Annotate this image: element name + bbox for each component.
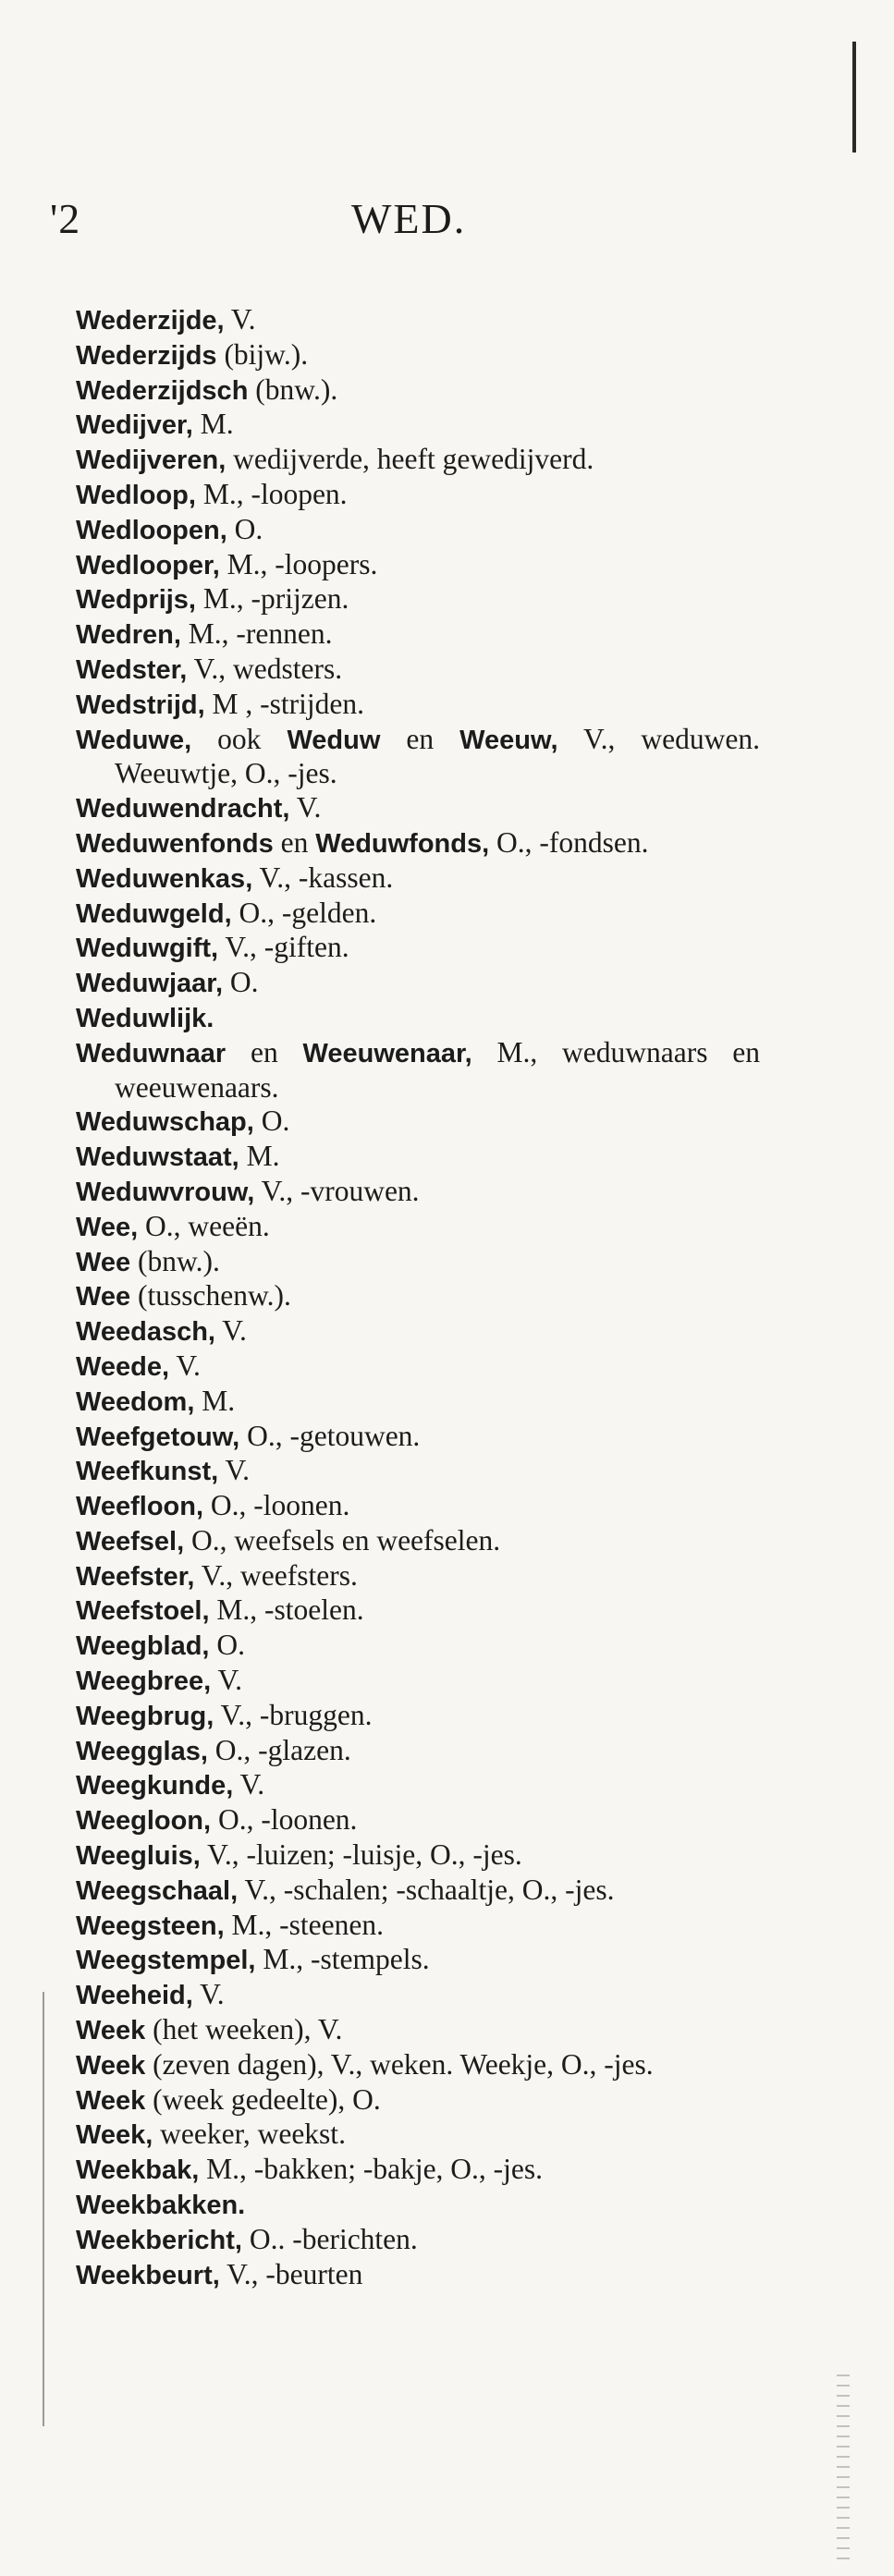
entry-definition: M., -rennen. — [180, 617, 333, 651]
entry-definition: M., -loopers. — [219, 547, 378, 580]
entry-definition: O., -glazen. — [207, 1733, 351, 1766]
entry-definition: (tusschenw.). — [130, 1279, 291, 1312]
dictionary-entry — [76, 1454, 760, 1489]
scan-speckle — [837, 2366, 850, 2560]
entry-definition: V., weefsters. — [194, 1558, 358, 1592]
entry-definition: en — [380, 722, 460, 755]
dictionary-entry — [76, 1001, 760, 1036]
entry-headword: Weeuwenaar, — [302, 1038, 472, 1068]
entry-definition: V. — [192, 1978, 225, 2011]
entry-headword: Wedstrijd, — [76, 690, 205, 720]
entry-definition: weeker, weekst. — [153, 2118, 346, 2151]
entry-definition: V. — [218, 1454, 251, 1487]
entry-headword: Week — [76, 2016, 146, 2046]
dictionary-entry — [76, 723, 760, 792]
dictionary-entry — [76, 1385, 760, 1420]
dictionary-entry — [76, 1768, 760, 1803]
entry-definition: O., -loonen. — [203, 1489, 350, 1522]
entry-definition: M , -strijden. — [204, 687, 365, 720]
entry-definition: M. — [194, 1384, 236, 1417]
entry-definition: M., -loopen. — [195, 477, 348, 510]
entry-definition: V., weduwen. Weeuwtje, O., -jes. — [115, 722, 761, 790]
entry-headword: Wedloopen, — [76, 515, 227, 545]
entry-definition: V., -luizen; -luisje, O., -jes. — [200, 1838, 522, 1872]
entry-headword: Weefloon, — [76, 1492, 204, 1522]
entry-headword: Weduwvrouw, — [76, 1177, 255, 1207]
entry-headword: Weduwe, — [76, 725, 192, 755]
dictionary-entry — [76, 2223, 760, 2258]
dictionary-entry — [76, 791, 760, 826]
dictionary-entry — [76, 1036, 760, 1105]
dictionary-entry — [76, 2048, 760, 2083]
dictionary-entry — [76, 1803, 760, 1838]
entry-definition: V. — [289, 791, 322, 824]
entry-headword: Weduwschap, — [76, 1107, 254, 1138]
dictionary-entry — [76, 1140, 760, 1175]
entry-definition: V., -schalen; -schaaltje, O., -jes. — [238, 1873, 615, 1906]
entry-headword: Wedijveren, — [76, 446, 227, 476]
dictionary-entry — [76, 1664, 760, 1699]
entry-headword: Week — [76, 2050, 146, 2081]
entry-headword: Weefster, — [76, 1561, 195, 1592]
dictionary-entry — [76, 966, 760, 1001]
entry-headword: Weefgetouw, — [76, 1422, 240, 1452]
dictionary-entry — [76, 1978, 760, 2013]
entry-headword: Weegbree, — [76, 1666, 212, 1697]
dictionary-entry — [76, 1489, 760, 1524]
entry-headword: Weefstoel, — [76, 1596, 210, 1627]
entry-definition: M. — [192, 408, 234, 441]
entry-definition: O., -getouwen. — [239, 1419, 421, 1452]
dictionary-entry — [76, 1734, 760, 1769]
dictionary-entry — [76, 1420, 760, 1455]
entry-definition: V. — [169, 1349, 201, 1382]
entry-headword: Wedren, — [76, 620, 181, 651]
entry-headword: Weegblad, — [76, 1631, 210, 1662]
entry-definition: V., -beurten — [219, 2257, 363, 2290]
entry-definition: M., -steenen. — [224, 1908, 384, 1941]
dictionary-entry — [76, 617, 760, 653]
entry-definition: V. — [224, 303, 256, 336]
entry-definition: ook — [191, 722, 288, 755]
entry-headword: Weegluis, — [76, 1841, 201, 1872]
dictionary-entry — [76, 443, 760, 478]
entry-definition: M. — [239, 1140, 280, 1173]
entry-definition: O., -gelden. — [231, 896, 377, 929]
entry-definition: V. — [233, 1768, 265, 1801]
entry-definition: (week gedeelte), O. — [145, 2082, 381, 2116]
entry-definition: V. — [211, 1664, 243, 1697]
entry-headword: Weduwnaar — [76, 1038, 227, 1068]
page-header — [0, 194, 894, 259]
dictionary-entry — [76, 582, 760, 617]
entry-headword: Weduwstaat, — [76, 1142, 239, 1173]
entry-headword: Weeheid, — [76, 1981, 193, 2011]
entry-headword: Wedster, — [76, 654, 188, 685]
page-number: '2 — [50, 195, 81, 242]
entry-headword: Weduwendracht, — [76, 794, 290, 824]
entry-headword: Wederzijde, — [76, 306, 225, 336]
dictionary-entry — [76, 1175, 760, 1210]
dictionary-entry — [76, 1210, 760, 1245]
entry-headword: Weduwgeld, — [76, 898, 232, 929]
entry-headword: Weekbeurt, — [76, 2260, 220, 2290]
entry-definition: O. — [253, 1105, 290, 1138]
dictionary-entry — [76, 931, 760, 966]
entry-definition: en — [273, 825, 316, 859]
entry-headword: Weduwgift, — [76, 934, 219, 964]
dictionary-entry — [76, 513, 760, 548]
entry-headword: Weede, — [76, 1351, 170, 1382]
entry-headword: Wedijver, — [76, 410, 193, 441]
entry-definition: (zeven dagen), V., weken. Weekje, O., -jes. — [145, 2047, 654, 2081]
entry-headword: Weefkunst, — [76, 1457, 219, 1487]
dictionary-entry — [76, 2153, 760, 2188]
margin-rule — [852, 42, 856, 153]
entry-definition: O., weefsels en weefselen. — [184, 1523, 501, 1557]
dictionary-entry — [76, 1314, 760, 1349]
entry-headword: Weedom, — [76, 1386, 195, 1417]
entry-headword: Weefsel, — [76, 1526, 185, 1557]
entry-definition: M., -bakken; -bakje, O., -jes. — [199, 2153, 544, 2186]
entry-headword: Weekbericht, — [76, 2225, 242, 2255]
entry-headword: Wedloop, — [76, 480, 196, 510]
entry-definition: wedijverde, heeft gewedijverd. — [226, 443, 594, 476]
dictionary-entry — [76, 653, 760, 688]
entry-headword: Weduwlijk. — [76, 1003, 214, 1033]
entry-definition: V., -kassen. — [252, 861, 394, 894]
entry-definition: V. — [214, 1314, 247, 1348]
entry-definition: O.. -berichten. — [241, 2222, 418, 2255]
entry-headword: Weekbakken. — [76, 2191, 246, 2221]
margin-mark — [43, 1992, 44, 2426]
entry-definition: V., wedsters. — [187, 652, 343, 685]
dictionary-entry — [76, 1909, 760, 1944]
entry-definition: V., -giften. — [218, 931, 349, 964]
entry-definition: O. — [223, 966, 259, 999]
dictionary-entry — [76, 338, 760, 373]
entry-definition: M., weduwnaars en weeuwenaars. — [115, 1035, 760, 1104]
entry-definition: V., -vrouwen. — [254, 1174, 420, 1207]
dictionary-entry — [76, 1699, 760, 1734]
entry-definition: O., -loonen. — [211, 1803, 358, 1837]
dictionary-entry — [76, 861, 760, 897]
dictionary-entry — [76, 2013, 760, 2048]
entry-headword: Weekbak, — [76, 2155, 200, 2186]
dictionary-entries — [76, 303, 760, 2292]
entry-headword: Week, — [76, 2120, 153, 2151]
dictionary-entry — [76, 1349, 760, 1385]
entry-definition: en — [226, 1035, 303, 1068]
entry-headword: Weegkunde, — [76, 1771, 234, 1801]
entry-headword: Wee, — [76, 1212, 139, 1242]
entry-definition: O., weeën. — [138, 1209, 270, 1242]
entry-headword: Weegloon, — [76, 1806, 212, 1837]
dictionary-entry — [76, 1559, 760, 1594]
entry-definition: (bnw.). — [130, 1244, 220, 1277]
entry-definition: V., -bruggen. — [214, 1698, 373, 1731]
entry-headword: Weduwenfonds — [76, 828, 274, 859]
entry-definition: M., -stoelen. — [209, 1593, 364, 1627]
entry-headword: Week — [76, 2085, 146, 2116]
entry-headword: Weduwjaar, — [76, 969, 224, 999]
entry-headword: Wederzijdsch — [76, 375, 249, 406]
entry-headword: Weduw — [287, 725, 381, 755]
dictionary-entry — [76, 1245, 760, 1280]
entry-definition: O. — [209, 1629, 245, 1662]
entry-headword: Weegschaal, — [76, 1875, 239, 1906]
entry-definition: O., -fondsen. — [489, 825, 649, 859]
entry-headword: Weegstempel, — [76, 1946, 256, 1976]
dictionary-entry — [76, 548, 760, 583]
entry-headword: Wedlooper, — [76, 550, 220, 580]
entry-headword: Weegsteen, — [76, 1911, 225, 1941]
entry-definition: M., -prijzen. — [196, 582, 349, 616]
running-head: WED. — [351, 195, 467, 242]
dictionary-entry — [76, 2188, 760, 2223]
entry-headword: Weegbrug, — [76, 1701, 214, 1731]
dictionary-entry — [76, 303, 760, 338]
dictionary-entry — [76, 2118, 760, 2153]
entry-headword: Wederzijds — [76, 340, 217, 371]
dictionary-entry — [76, 1105, 760, 1140]
entry-definition: (bijw.). — [216, 337, 309, 371]
dictionary-entry — [76, 1874, 760, 1909]
entry-headword: Weeuw, — [459, 725, 558, 755]
entry-definition: O. — [227, 512, 263, 545]
dictionary-entry — [76, 478, 760, 513]
dictionary-entry — [76, 826, 760, 861]
dictionary-entry — [76, 2258, 760, 2293]
entry-headword: Wedprijs, — [76, 585, 196, 616]
dictionary-entry — [76, 1279, 760, 1314]
dictionary-entry — [76, 1838, 760, 1874]
dictionary-entry — [76, 1943, 760, 1978]
dictionary-entry — [76, 897, 760, 932]
dictionary-entry — [76, 1524, 760, 1559]
dictionary-entry — [76, 2083, 760, 2118]
dictionary-entry — [76, 408, 760, 443]
entry-headword: Weegglas, — [76, 1736, 208, 1766]
dictionary-entry — [76, 688, 760, 723]
entry-definition: M., -stempels. — [255, 1943, 430, 1976]
entry-headword: Wee — [76, 1282, 131, 1312]
entry-headword: Wee — [76, 1247, 131, 1277]
dictionary-entry — [76, 373, 760, 409]
dictionary-entry — [76, 1593, 760, 1629]
dictionary-entry — [76, 1629, 760, 1664]
entry-headword: Weduwfonds, — [315, 828, 490, 859]
entry-definition: (het weeken), V. — [145, 2013, 343, 2046]
entry-headword: Weedasch, — [76, 1317, 215, 1348]
entry-headword: Weduwenkas, — [76, 863, 253, 894]
entry-definition: (bnw.). — [248, 372, 338, 406]
